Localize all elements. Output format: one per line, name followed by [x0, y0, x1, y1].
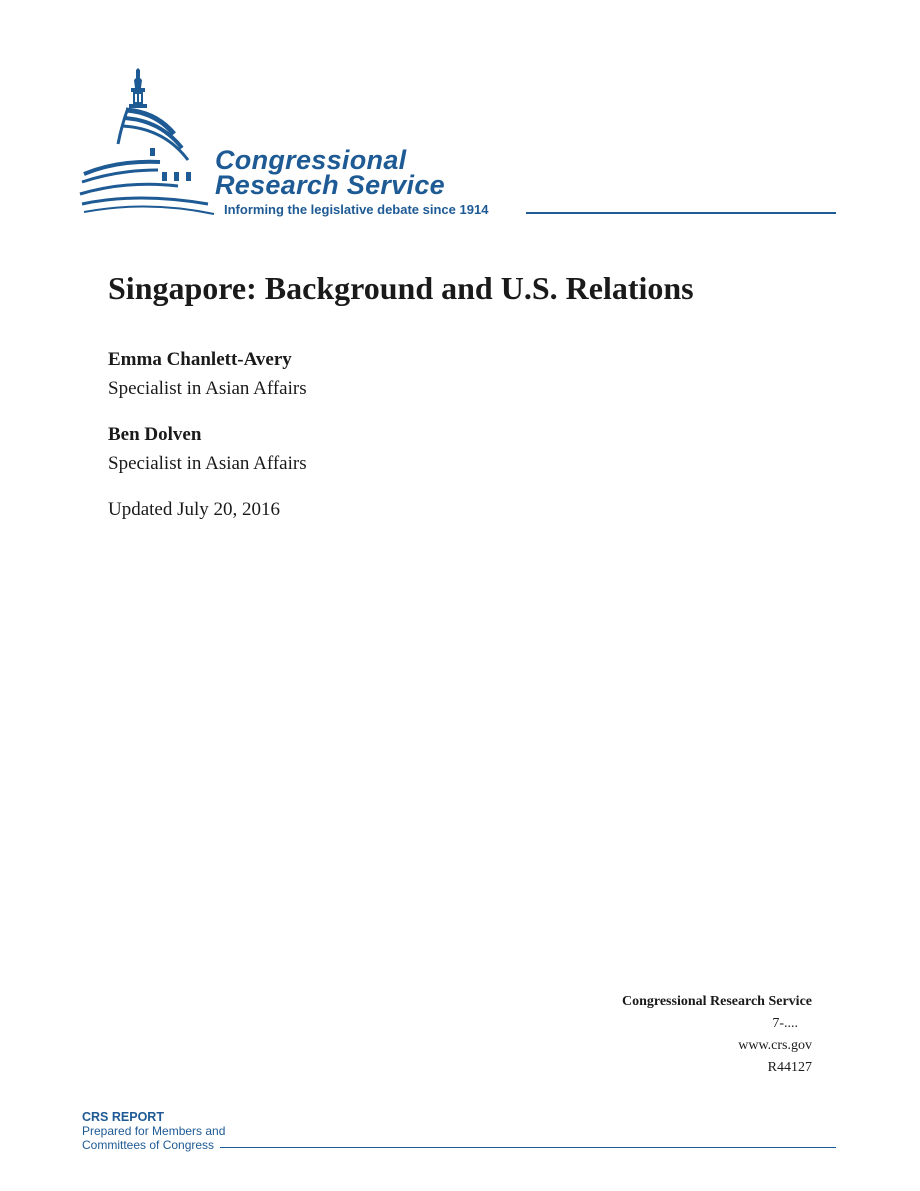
- footer-organization: Congressional Research Service: [621, 994, 812, 1009]
- footer-code: 7-....: [772, 1016, 798, 1031]
- report-title: Singapore: Background and U.S. Relations: [108, 270, 694, 306]
- author-role: Specialist in Asian Affairs: [108, 453, 307, 474]
- author-role: Specialist in Asian Affairs: [108, 378, 307, 399]
- capitol-dome-icon: [78, 64, 218, 219]
- logo-name-line1: Congressional: [215, 145, 407, 175]
- crs-report-line1: Prepared for Members and: [82, 1124, 226, 1138]
- footer-info: [622, 991, 812, 1079]
- footer-website-link[interactable]: www.crs.gov: [738, 1038, 812, 1053]
- footer-report-number: R44127: [767, 1060, 812, 1075]
- crs-report-label: CRS REPORT: [82, 1110, 164, 1124]
- logo-rule: [526, 212, 836, 214]
- updated-date: Updated July 20, 2016: [108, 499, 281, 520]
- author-name: Ben Dolven: [108, 424, 202, 445]
- footer-rule: [220, 1147, 836, 1148]
- logo-tagline: Informing the legislative debate since 1914: [224, 202, 489, 217]
- logo-name-line2: Research Service: [215, 170, 445, 200]
- crs-report-line2: Committees of Congress: [82, 1138, 215, 1152]
- crs-logo: [78, 64, 838, 224]
- crs-report-block: [82, 1110, 225, 1152]
- author-name: Emma Chanlett-Avery: [108, 349, 292, 370]
